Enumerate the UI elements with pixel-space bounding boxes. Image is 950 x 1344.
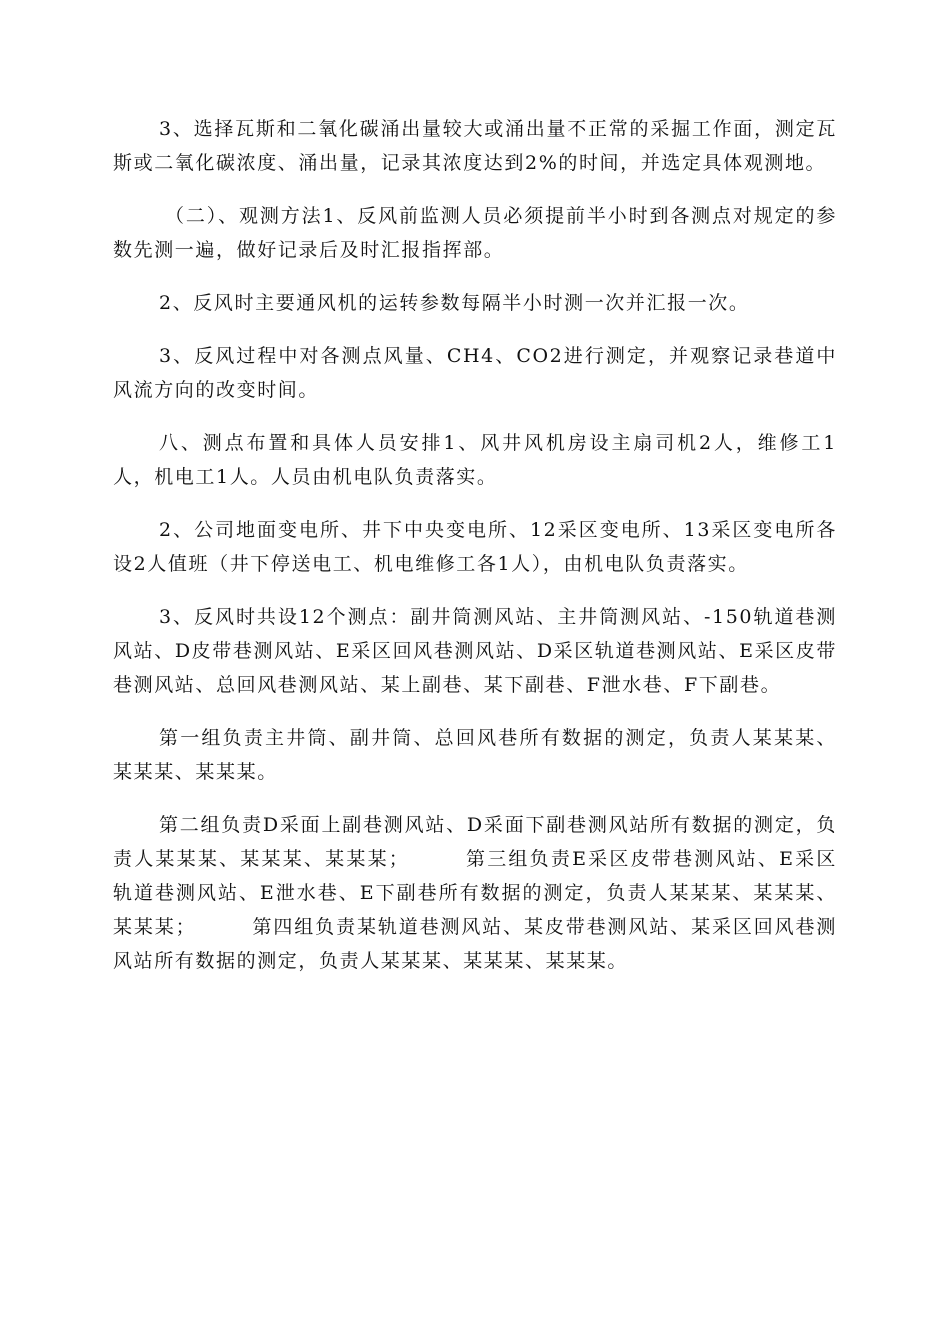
paragraph-fan-parameters: 2、反风时主要通风机的运转参数每隔半小时测一次并汇报一次。	[159, 292, 750, 314]
document-page	[113, 112, 837, 997]
paragraph-staff-arrangement: 八、测点布置和具体人员安排1、风井风机房设主扇司机2人，维修工1人，机电工1人。人员由机电队负责落实。	[113, 432, 837, 488]
paragraph-groups-two-to-four	[113, 808, 837, 978]
paragraph-group-one: 第一组负责主井筒、副井筒、总回风巷所有数据的测定，负责人某某某、某某某、某某某。	[113, 727, 837, 783]
paragraph-twelve-points: 3、反风时共设12个测点：副井筒测风站、主井筒测风站、-150轨道巷测风站、D皮带巷测风站、E采区回风巷测风站、D采区轨道巷测风站、E采区皮带巷测风站、总回风巷测风站、某上副巷、某下副巷、F泄水巷、F下副巷。	[113, 606, 837, 696]
paragraph-measurement-points: 3、反风过程中对各测点风量、CH4、CO2进行测定，并观察记录巷道中风流方向的改变时间。	[113, 345, 837, 401]
group-three-text: 第三组负责E采区皮带巷测风站、E采区轨道巷测风站、E泄水巷、E下副巷所有数据的测定，负责人某某某、某某某、某某某；	[113, 848, 837, 938]
group-four-text: 第四组负责某轨道巷测风站、某皮带巷测风站、某采区回风巷测风站所有数据的测定，负责人某某某、某某某、某某某。	[113, 916, 837, 972]
group-two-text: 第二组负责D采面上副巷测风站、D采面下副巷测风站所有数据的测定，负责人某某某、某某某、某某某；	[113, 814, 837, 870]
paragraph-observation-method: （二）、观测方法1、反风前监测人员必须提前半小时到各测点对规定的参数先测一遍，做好记录后及时汇报指挥部。	[113, 205, 837, 261]
paragraph-substation-duty: 2、公司地面变电所、井下中央变电所、12采区变电所、13采区变电所各设2人值班（井下停送电工、机电维修工各1人），由机电队负责落实。	[113, 519, 837, 575]
paragraph-gas-monitoring: 3、选择瓦斯和二氧化碳涌出量较大或涌出量不正常的采掘工作面，测定瓦斯或二氧化碳浓度、涌出量，记录其浓度达到2%的时间，并选定具体观测地。	[113, 118, 837, 174]
